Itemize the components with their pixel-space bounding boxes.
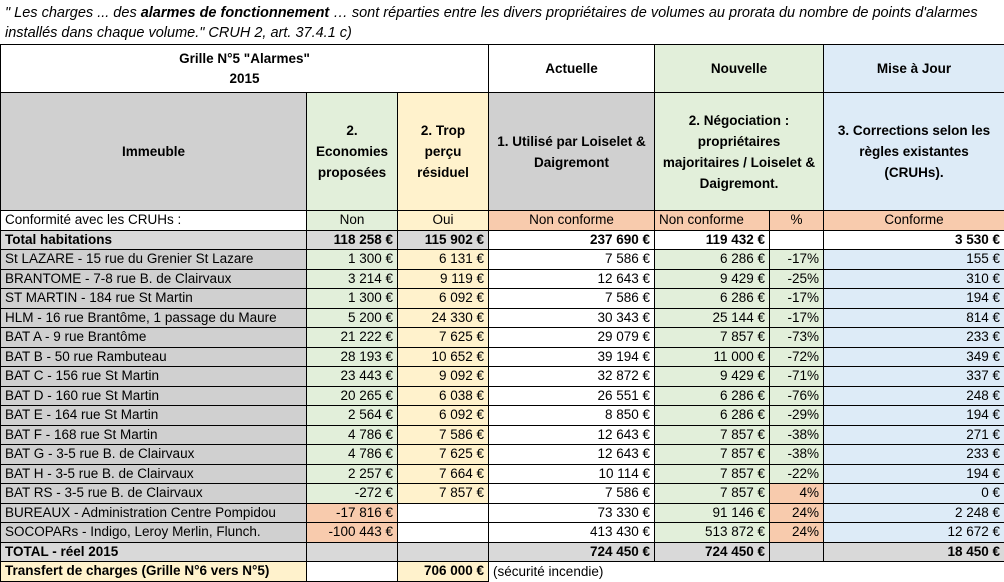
row-economies: 21 222 € bbox=[307, 328, 398, 348]
conformite-trop: Oui bbox=[398, 211, 489, 231]
row-corrections: 12 672 € bbox=[824, 523, 1004, 543]
row-trop-percu: 9 119 € bbox=[398, 269, 489, 289]
transfert-empty-1 bbox=[655, 562, 770, 582]
total-row bbox=[1, 542, 1004, 562]
row-negociation: 6 286 € bbox=[655, 386, 770, 406]
header-trop-percu: 2. Trop perçu résiduel bbox=[398, 93, 489, 211]
header-row-1 bbox=[1, 45, 1004, 93]
table-row bbox=[1, 406, 1004, 426]
row-economies: -272 € bbox=[307, 484, 398, 504]
header-economies: 2. Economies proposées bbox=[307, 93, 398, 211]
row-corrections: 0 € bbox=[824, 484, 1004, 504]
total-habitations-row bbox=[1, 230, 1004, 250]
table-row bbox=[1, 425, 1004, 445]
row-utilise: 73 330 € bbox=[489, 503, 655, 523]
row-trop-percu: 6 092 € bbox=[398, 406, 489, 426]
row-economies: 5 200 € bbox=[307, 308, 398, 328]
row-corrections: 248 € bbox=[824, 386, 1004, 406]
row-trop-percu: 9 092 € bbox=[398, 367, 489, 387]
conformite-eco: Non bbox=[307, 211, 398, 231]
row-economies: 23 443 € bbox=[307, 367, 398, 387]
row-corrections: 194 € bbox=[824, 289, 1004, 309]
row-economies: 4 786 € bbox=[307, 425, 398, 445]
transfert-spacer bbox=[307, 562, 398, 582]
transfert-note: (sécurité incendie) bbox=[489, 562, 655, 582]
row-economies: 1 300 € bbox=[307, 289, 398, 309]
conformite-corr: Conforme bbox=[824, 211, 1004, 231]
transfert-row bbox=[1, 562, 1004, 582]
row-negociation: 6 286 € bbox=[655, 289, 770, 309]
total-habitations-corr: 3 530 € bbox=[824, 230, 1004, 250]
quote-part1: " Les charges ... des bbox=[5, 5, 141, 21]
row-trop-percu: 6 092 € bbox=[398, 289, 489, 309]
row-corrections: 233 € bbox=[824, 328, 1004, 348]
table-row bbox=[1, 503, 1004, 523]
row-pct: -17% bbox=[770, 250, 824, 270]
header-utilise: 1. Utilisé par Loiselet & Daigremont bbox=[489, 93, 655, 211]
grille-alarmes-table bbox=[0, 44, 1004, 582]
row-corrections: 155 € bbox=[824, 250, 1004, 270]
row-utilise: 30 343 € bbox=[489, 308, 655, 328]
row-corrections: 337 € bbox=[824, 367, 1004, 387]
row-trop-percu: 24 330 € bbox=[398, 308, 489, 328]
row-label: BAT G - 3-5 rue B. de Clairvaux bbox=[1, 445, 307, 465]
row-economies: 28 193 € bbox=[307, 347, 398, 367]
row-utilise: 12 643 € bbox=[489, 269, 655, 289]
transfert-empty-3 bbox=[824, 562, 1004, 582]
conformite-utilise: Non conforme bbox=[489, 211, 655, 231]
row-trop-percu: 7 857 € bbox=[398, 484, 489, 504]
row-negociation: 6 286 € bbox=[655, 406, 770, 426]
total-habitations-label: Total habitations bbox=[1, 230, 307, 250]
row-pct: -38% bbox=[770, 425, 824, 445]
grid-title-cell bbox=[1, 45, 489, 93]
row-economies: 1 300 € bbox=[307, 250, 398, 270]
row-trop-percu: 7 664 € bbox=[398, 464, 489, 484]
row-negociation: 91 146 € bbox=[655, 503, 770, 523]
conformite-row bbox=[1, 211, 1004, 231]
row-negociation: 7 857 € bbox=[655, 445, 770, 465]
table-row bbox=[1, 289, 1004, 309]
table-row bbox=[1, 308, 1004, 328]
row-utilise: 26 551 € bbox=[489, 386, 655, 406]
row-economies: 4 786 € bbox=[307, 445, 398, 465]
row-economies: 3 214 € bbox=[307, 269, 398, 289]
citation-cruh bbox=[0, 0, 1004, 44]
row-pct: 24% bbox=[770, 503, 824, 523]
row-utilise: 413 430 € bbox=[489, 523, 655, 543]
table-row bbox=[1, 386, 1004, 406]
conformite-nego: Non conforme bbox=[655, 211, 770, 231]
total-habitations-nego: 119 432 € bbox=[655, 230, 770, 250]
row-label: BRANTOME - 7-8 rue B. de Clairvaux bbox=[1, 269, 307, 289]
total-habitations-eco: 118 258 € bbox=[307, 230, 398, 250]
transfert-label: Transfert de charges (Grille N°6 vers N°5) bbox=[1, 562, 307, 582]
table-row bbox=[1, 250, 1004, 270]
row-negociation: 7 857 € bbox=[655, 464, 770, 484]
row-label: BAT C - 156 rue St Martin bbox=[1, 367, 307, 387]
total-habitations-trop: 115 902 € bbox=[398, 230, 489, 250]
row-pct: -73% bbox=[770, 328, 824, 348]
row-negociation: 513 872 € bbox=[655, 523, 770, 543]
row-corrections: 194 € bbox=[824, 406, 1004, 426]
row-pct: -22% bbox=[770, 464, 824, 484]
row-trop-percu: 10 652 € bbox=[398, 347, 489, 367]
row-corrections: 349 € bbox=[824, 347, 1004, 367]
row-negociation: 7 857 € bbox=[655, 484, 770, 504]
table-row bbox=[1, 445, 1004, 465]
table-row bbox=[1, 367, 1004, 387]
row-utilise: 7 586 € bbox=[489, 289, 655, 309]
row-pct: -17% bbox=[770, 289, 824, 309]
row-corrections: 194 € bbox=[824, 464, 1004, 484]
row-corrections: 233 € bbox=[824, 445, 1004, 465]
header-nouvelle: Nouvelle bbox=[655, 45, 824, 93]
row-pct: -72% bbox=[770, 347, 824, 367]
row-corrections: 310 € bbox=[824, 269, 1004, 289]
total-utilise: 724 450 € bbox=[489, 542, 655, 562]
row-negociation: 25 144 € bbox=[655, 308, 770, 328]
row-corrections: 271 € bbox=[824, 425, 1004, 445]
row-label: BAT B - 50 rue Rambuteau bbox=[1, 347, 307, 367]
quote-part2: … sont réparties entre les divers propriétaires de volumes au prorata du nombre de points d'alarmes installés dans chaque volume." CRUH 2, art. 37.4.1 c) bbox=[5, 5, 978, 41]
row-economies: 2 257 € bbox=[307, 464, 398, 484]
row-utilise: 7 586 € bbox=[489, 250, 655, 270]
grid-year: 2015 bbox=[229, 71, 259, 86]
table-row bbox=[1, 484, 1004, 504]
row-trop-percu: 7 625 € bbox=[398, 328, 489, 348]
row-utilise: 10 114 € bbox=[489, 464, 655, 484]
total-habitations-pct bbox=[770, 230, 824, 250]
row-pct: 24% bbox=[770, 523, 824, 543]
row-label: BAT A - 9 rue Brantôme bbox=[1, 328, 307, 348]
row-trop-percu: 6 038 € bbox=[398, 386, 489, 406]
building-rows bbox=[1, 250, 1004, 543]
row-corrections: 814 € bbox=[824, 308, 1004, 328]
quote-bold: alarmes de fonctionnement bbox=[141, 5, 330, 21]
row-negociation: 7 857 € bbox=[655, 328, 770, 348]
row-utilise: 7 586 € bbox=[489, 484, 655, 504]
header-row-2 bbox=[1, 93, 1004, 211]
row-trop-percu bbox=[398, 523, 489, 543]
table-row bbox=[1, 464, 1004, 484]
table-row bbox=[1, 523, 1004, 543]
conformite-pct: % bbox=[770, 211, 824, 231]
row-economies: 20 265 € bbox=[307, 386, 398, 406]
total-trop bbox=[398, 542, 489, 562]
row-label: St LAZARE - 15 rue du Grenier St Lazare bbox=[1, 250, 307, 270]
row-label: HLM - 16 rue Brantôme, 1 passage du Maure bbox=[1, 308, 307, 328]
row-pct: 4% bbox=[770, 484, 824, 504]
row-pct: -29% bbox=[770, 406, 824, 426]
header-negociation: 2. Négociation : propriétaires majoritaires / Loiselet & Daigremont. bbox=[655, 93, 824, 211]
total-corr: 18 450 € bbox=[824, 542, 1004, 562]
row-pct: -25% bbox=[770, 269, 824, 289]
row-economies: 2 564 € bbox=[307, 406, 398, 426]
row-trop-percu bbox=[398, 503, 489, 523]
row-pct: -38% bbox=[770, 445, 824, 465]
row-trop-percu: 7 625 € bbox=[398, 445, 489, 465]
row-utilise: 12 643 € bbox=[489, 425, 655, 445]
table-row bbox=[1, 347, 1004, 367]
header-actuelle: Actuelle bbox=[489, 45, 655, 93]
total-label: TOTAL - réel 2015 bbox=[1, 542, 307, 562]
row-utilise: 12 643 € bbox=[489, 445, 655, 465]
total-eco bbox=[307, 542, 398, 562]
row-label: ST MARTIN - 184 rue St Martin bbox=[1, 289, 307, 309]
transfert-value: 706 000 € bbox=[398, 562, 489, 582]
row-label: BUREAUX - Administration Centre Pompidou bbox=[1, 503, 307, 523]
row-pct: -76% bbox=[770, 386, 824, 406]
header-immeuble: Immeuble bbox=[1, 93, 307, 211]
row-trop-percu: 7 586 € bbox=[398, 425, 489, 445]
row-economies: -100 443 € bbox=[307, 523, 398, 543]
row-corrections: 2 248 € bbox=[824, 503, 1004, 523]
total-pct bbox=[770, 542, 824, 562]
row-label: BAT H - 3-5 rue B. de Clairvaux bbox=[1, 464, 307, 484]
header-mise-a-jour: Mise à Jour bbox=[824, 45, 1004, 93]
total-nego: 724 450 € bbox=[655, 542, 770, 562]
transfert-empty-2 bbox=[770, 562, 824, 582]
table-row bbox=[1, 328, 1004, 348]
row-pct: -71% bbox=[770, 367, 824, 387]
row-utilise: 8 850 € bbox=[489, 406, 655, 426]
row-negociation: 7 857 € bbox=[655, 425, 770, 445]
row-label: BAT E - 164 rue St Martin bbox=[1, 406, 307, 426]
row-trop-percu: 6 131 € bbox=[398, 250, 489, 270]
row-label: BAT D - 160 rue St Martin bbox=[1, 386, 307, 406]
row-negociation: 9 429 € bbox=[655, 367, 770, 387]
row-utilise: 32 872 € bbox=[489, 367, 655, 387]
header-corrections: 3. Corrections selon les règles existantes (CRUHs). bbox=[824, 93, 1004, 211]
row-label: BAT F - 168 rue St Martin bbox=[1, 425, 307, 445]
grid-title: Grille N°5 "Alarmes" bbox=[179, 51, 310, 66]
row-negociation: 11 000 € bbox=[655, 347, 770, 367]
row-label: BAT RS - 3-5 rue B. de Clairvaux bbox=[1, 484, 307, 504]
row-label: SOCOPARs - Indigo, Leroy Merlin, Flunch. bbox=[1, 523, 307, 543]
table-row bbox=[1, 269, 1004, 289]
row-negociation: 6 286 € bbox=[655, 250, 770, 270]
row-utilise: 29 079 € bbox=[489, 328, 655, 348]
conformite-label: Conformité avec les CRUHs : bbox=[1, 211, 307, 231]
row-negociation: 9 429 € bbox=[655, 269, 770, 289]
row-pct: -17% bbox=[770, 308, 824, 328]
total-habitations-utilise: 237 690 € bbox=[489, 230, 655, 250]
row-utilise: 39 194 € bbox=[489, 347, 655, 367]
row-economies: -17 816 € bbox=[307, 503, 398, 523]
